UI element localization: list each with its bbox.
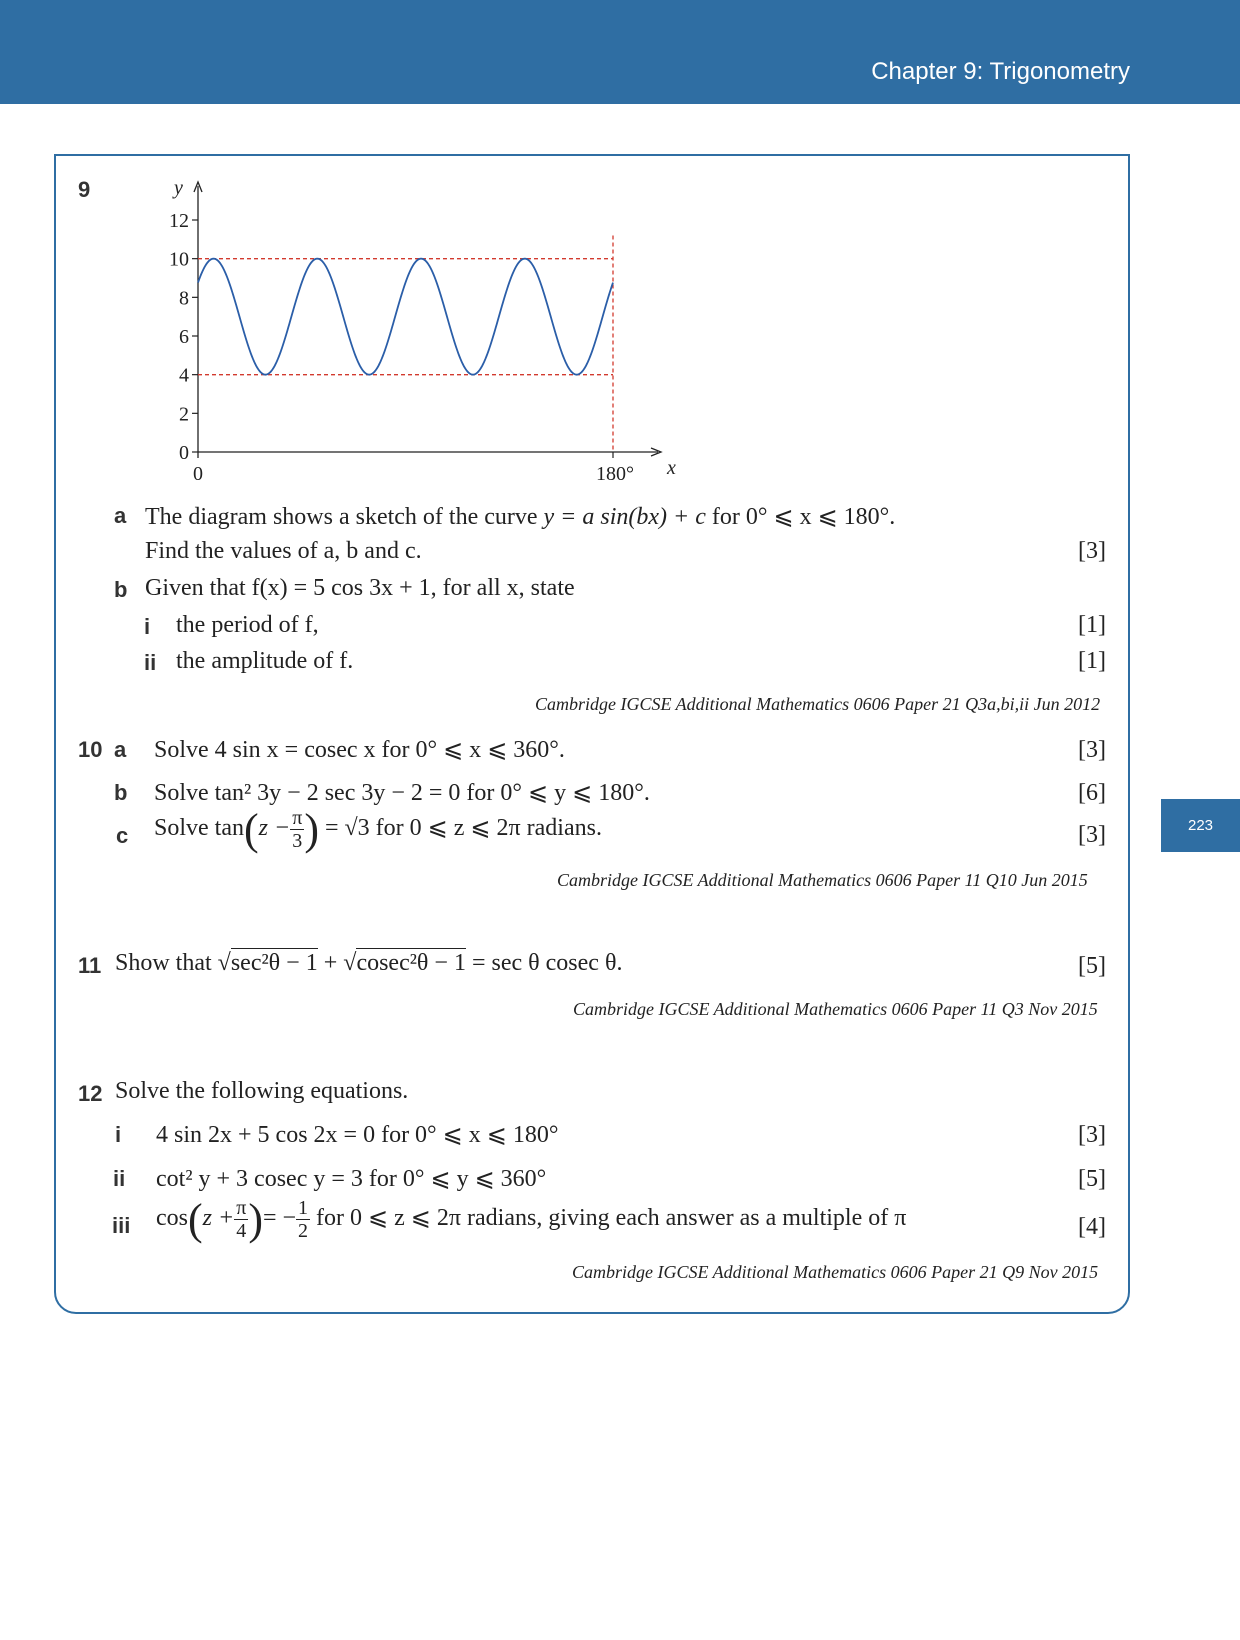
q10b-mark: [6]	[1078, 780, 1106, 806]
q11-post: = sec θ cosec θ.	[471, 950, 623, 976]
q10b-text: Solve tan² 3y − 2 sec 3y − 2 = 0 for 0° ⩽ y ⩽ 180°.	[154, 780, 650, 806]
q11-root2: cosec²θ − 1	[356, 950, 466, 976]
q10c-expression	[154, 804, 602, 855]
y-tick-label: 10	[169, 248, 189, 271]
fraction-pi-over-4	[234, 1197, 248, 1242]
q9a-mark: [3]	[1078, 538, 1106, 564]
q10-source: Cambridge IGCSE Additional Mathematics 0606 Paper 11 Q10 Jun 2015	[557, 870, 1088, 890]
sine-curve-graph	[140, 178, 680, 488]
q9a-line2: Find the values of a, b and c.	[145, 538, 422, 564]
y-axis-label: y	[174, 178, 183, 199]
q9a-line1	[145, 502, 895, 531]
sine-curve	[198, 259, 613, 375]
q9a-line1-pre: The diagram shows a sketch of the curve	[145, 504, 544, 530]
q12iii-z: z +	[202, 1205, 235, 1232]
q9-source: Cambridge IGCSE Additional Mathematics 0606 Paper 21 Q3a,bi,ii Jun 2012	[535, 694, 1101, 714]
fraction-one-half	[296, 1197, 310, 1242]
part-label-9bi: i	[144, 614, 151, 639]
y-tick-label: 0	[179, 442, 189, 464]
x-axis-label: x	[667, 457, 676, 479]
q12i-text: 4 sin 2x + 5 cos 2x = 0 for 0° ⩽ x ⩽ 180°	[156, 1122, 559, 1148]
q12iii-mark: [4]	[1078, 1214, 1106, 1240]
fraction-numerator: π	[236, 1197, 247, 1219]
q11-source: Cambridge IGCSE Additional Mathematics 0606 Paper 11 Q3 Nov 2015	[573, 999, 1098, 1019]
q12iii-expression	[156, 1194, 906, 1245]
q12i-mark: [3]	[1078, 1122, 1106, 1148]
fraction-numerator: π	[292, 807, 303, 829]
q12iii-post: for 0 ⩽ z ⩽ 2π radians, giving each answer as a multiple of π	[316, 1205, 907, 1232]
x-tick-label: 0	[193, 463, 203, 485]
chapter-title: Chapter 9: Trigonometry	[871, 58, 1130, 85]
q9bi-text: the period of f,	[176, 612, 319, 638]
right-paren: )	[248, 1195, 263, 1244]
fraction-denominator: 2	[298, 1220, 309, 1242]
page-number-tab	[1161, 799, 1240, 852]
question-number-12: 12	[78, 1081, 103, 1106]
q9bii-mark: [1]	[1078, 648, 1106, 674]
part-label-9b: b	[114, 577, 128, 602]
part-label-10c: c	[116, 823, 129, 848]
q9b-text: Given that f(x) = 5 cos 3x + 1, for all x, state	[145, 575, 575, 601]
page-number: 223	[1187, 817, 1214, 834]
part-label-10a: a	[114, 737, 127, 762]
q10c-pre: Solve tan	[154, 815, 244, 842]
left-paren: (	[244, 805, 259, 854]
q10c-z: z −	[258, 815, 291, 842]
q10c-post: = √3 for 0 ⩽ z ⩽ 2π radians.	[324, 815, 602, 842]
y-tick-label: 4	[179, 364, 189, 387]
part-label-12i: i	[115, 1122, 122, 1147]
q9a-line1-post: for 0° ⩽ x ⩽ 180°.	[705, 504, 896, 530]
fraction-numerator: 1	[298, 1197, 309, 1219]
q12iii-equals: = −	[262, 1205, 297, 1232]
q11-root1: sec²θ − 1	[230, 950, 318, 976]
chapter-header-bar	[0, 0, 1240, 104]
left-paren: (	[188, 1195, 203, 1244]
q10a-mark: [3]	[1078, 737, 1106, 763]
q11-expression: Show that √sec²θ − 1 + √cosec²θ − 1 = sec θ cosec θ.	[115, 950, 623, 976]
part-label-10b: b	[114, 780, 128, 805]
q10a-text: Solve 4 sin x = cosec x for 0° ⩽ x ⩽ 360°.	[154, 737, 565, 763]
q10c-mark: [3]	[1078, 822, 1106, 848]
q9a-equation: y = a sin(bx) + c	[543, 504, 706, 530]
q11-plus: +	[323, 950, 338, 976]
y-tick-label: 12	[169, 210, 189, 232]
q12ii-text: cot² y + 3 cosec y = 3 for 0° ⩽ y ⩽ 360°	[156, 1166, 547, 1192]
part-label-9a: a	[114, 503, 127, 528]
fraction-denominator: 4	[236, 1220, 247, 1242]
q12ii-mark: [5]	[1078, 1166, 1106, 1192]
part-label-12ii: ii	[113, 1166, 126, 1191]
q11-mark: [5]	[1078, 953, 1106, 979]
y-tick-label: 8	[179, 287, 189, 310]
y-tick-label: 6	[179, 326, 189, 348]
q9bi-mark: [1]	[1078, 612, 1106, 638]
q12-source: Cambridge IGCSE Additional Mathematics 0606 Paper 21 Q9 Nov 2015	[572, 1262, 1099, 1282]
fraction-pi-over-3	[290, 807, 304, 852]
fraction-denominator: 3	[292, 830, 303, 852]
right-paren: )	[304, 805, 319, 854]
q11-pre: Show that	[115, 950, 212, 976]
q12iii-pre: cos	[156, 1205, 188, 1232]
q9bii-text: the amplitude of f.	[176, 648, 354, 674]
y-tick-label: 2	[179, 403, 189, 426]
part-label-12iii: iii	[112, 1213, 131, 1238]
question-number-11: 11	[78, 953, 102, 978]
question-number-9: 9	[78, 177, 91, 202]
question-number-10: 10	[78, 737, 103, 762]
part-label-9bii: ii	[144, 650, 157, 675]
q12-intro: Solve the following equations.	[115, 1078, 409, 1104]
x-tick-label: 180°	[596, 463, 634, 485]
